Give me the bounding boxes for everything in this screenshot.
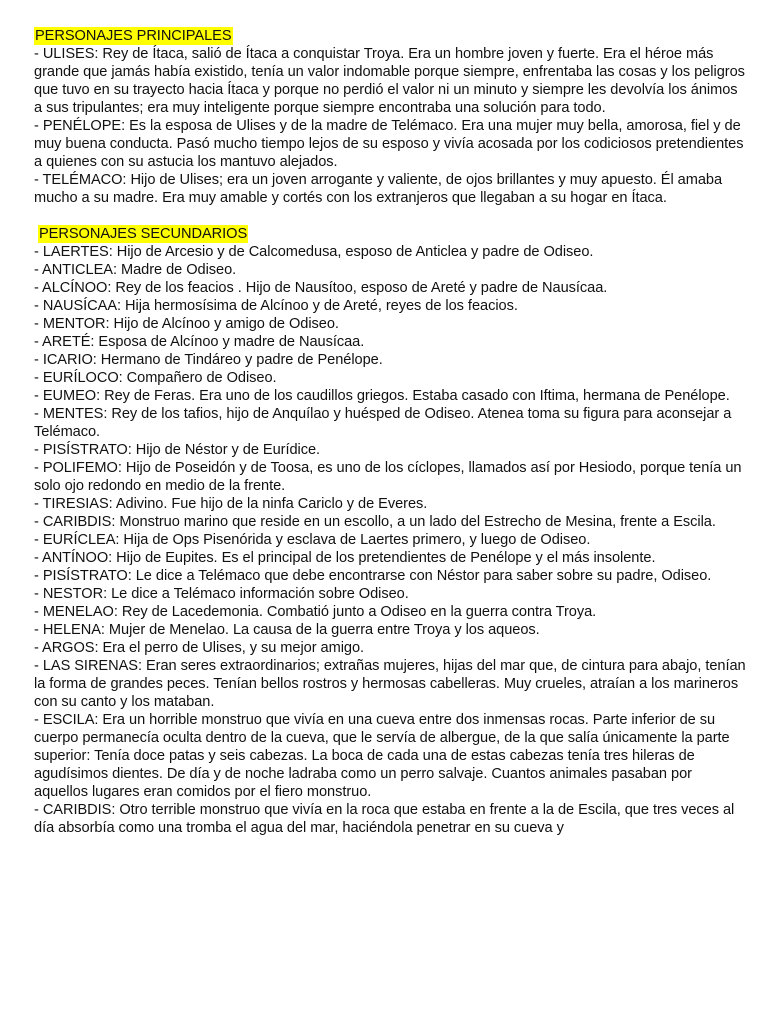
character-entry: - ULISES: Rey de Ítaca, salió de Ítaca a conquistar Troya. Era un hombre joven y fuerte. Era el héroe más grande que jamás había existido, tenía un valor indomable porque siempre, enfrentaba las cosas y los peligros que tuvo en su trayecto hacia Ítaca y porque no perdió el valor ni un minuto y siempre les devolvía los ánimos a sus tripulantes; era muy inteligente porque siempre encontraba una solución para todo. — [34, 46, 745, 116]
entry-list-secondary — [34, 243, 746, 837]
character-entry: - ARETÉ: Esposa de Alcínoo y madre de Nausícaa. — [34, 334, 365, 350]
character-entry: - MENTOR: Hijo de Alcínoo y amigo de Odiseo. — [34, 316, 339, 332]
character-entry: - PENÉLOPE: Es la esposa de Ulises y de la madre de Telémaco. Era una mujer muy bella, amorosa, fiel y de muy buena conducta. Pasó mucho tiempo lejos de su esposo y vivía acosada por los codiciosos pretendientes a quienes con su astucia los mantuvo alejados. — [34, 118, 744, 170]
character-entry: - ANTICLEA: Madre de Odiseo. — [34, 262, 237, 278]
character-entry: - ARGOS: Era el perro de Ulises, y su mejor amigo. — [34, 640, 365, 656]
character-entry: - POLIFEMO: Hijo de Poseidón y de Toosa, es uno de los cíclopes, llamados así por Hesiodo, porque tenía un solo ojo redondo en medio de la frente. — [34, 460, 742, 494]
character-entry: - TIRESIAS: Adivino. Fue hijo de la ninfa Cariclo y de Everes. — [34, 496, 428, 512]
section-heading-main: PERSONAJES PRINCIPALES — [35, 28, 232, 44]
character-entry: - LAS SIRENAS: Eran seres extraordinarios; extrañas mujeres, hijas del mar que, de cintura para abajo, tenían la forma de grandes peces. Tenían bellos rostros y hermosas cabelleras. Muy crueles, atraían a los marineros con su canto y los mataban. — [34, 658, 746, 710]
character-entry: - LAERTES: Hijo de Arcesio y de Calcomedusa, esposo de Anticlea y padre de Odiseo. — [34, 244, 594, 260]
character-entry: - EURÍCLEA: Hija de Ops Pisenórida y esclava de Laertes primero, y luego de Odiseo. — [34, 532, 591, 548]
character-entry: - ICARIO: Hermano de Tindáreo y padre de Penélope. — [34, 352, 383, 368]
document-page — [34, 27, 746, 837]
character-entry: - MENELAO: Rey de Lacedemonia. Combatió junto a Odiseo en la guerra contra Troya. — [34, 604, 597, 620]
character-entry: - EURÍLOCO: Compañero de Odiseo. — [34, 370, 277, 386]
character-entry: - NESTOR: Le dice a Telémaco información sobre Odiseo. — [34, 586, 409, 602]
main-characters-section — [34, 27, 746, 207]
character-entry: - ESCILA: Era un horrible monstruo que vivía en una cueva entre dos inmensas rocas. Parte inferior de su cuerpo permanecía oculta dentro de la cueva, que le servía de albergue, de la que salía únicamente la parte superior: Tenía doce patas y seis cabezas. La boca de cada una de estas cabezas tenía tres hileras de agudísimos dientes. De día y de noche ladraba como un perro salvaje. Cuantos animales pasaban por aquellos lugares eran comidos por el fiero monstruo. — [34, 712, 730, 800]
character-entry: - EUMEO: Rey de Feras. Era uno de los caudillos griegos. Estaba casado con Iftima, hermana de Penélope. — [34, 388, 730, 404]
character-entry: - TELÉMACO: Hijo de Ulises; era un joven arrogante y valiente, de ojos brillantes y muy apuesto. Él amaba mucho a su madre. Era muy amable y cortés con los extranjeros que llegaban a su hogar en Ítaca. — [34, 172, 723, 206]
character-entry: - ANTÍNOO: Hijo de Eupites. Es el principal de los pretendientes de Penélope y el más insolente. — [34, 550, 656, 566]
character-entry: - CARIBDIS: Monstruo marino que reside en un escollo, a un lado del Estrecho de Mesina, frente a Escila. — [34, 514, 716, 530]
character-entry: - HELENA: Mujer de Menelao. La causa de la guerra entre Troya y los aqueos. — [34, 622, 540, 638]
character-entry: - MENTES: Rey de los tafios, hijo de Anquílao y huésped de Odiseo. Atenea toma su figura para aconsejar a Telémaco. — [34, 406, 732, 440]
entry-list-main — [34, 45, 746, 207]
secondary-characters-section — [34, 225, 746, 837]
character-entry: - PISÍSTRATO: Le dice a Telémaco que debe encontrarse con Néstor para saber sobre su padre, Odiseo. — [34, 568, 712, 584]
character-entry: - PISÍSTRATO: Hijo de Néstor y de Eurídice. — [34, 442, 321, 458]
character-entry: - ALCÍNOO: Rey de los feacios . Hijo de Nausítoo, esposo de Areté y padre de Nausícaa. — [34, 280, 608, 296]
character-entry: - CARIBDIS: Otro terrible monstruo que vivía en la roca que estaba en frente a la de Escila, que tres veces al día absorbía como una tromba el agua del mar, haciéndola penetrar en su cueva y — [34, 802, 735, 836]
character-entry: - NAUSÍCAA: Hija hermosísima de Alcínoo y de Areté, reyes de los feacios. — [34, 298, 518, 314]
section-heading-secondary: PERSONAJES SECUNDARIOS — [39, 226, 248, 242]
